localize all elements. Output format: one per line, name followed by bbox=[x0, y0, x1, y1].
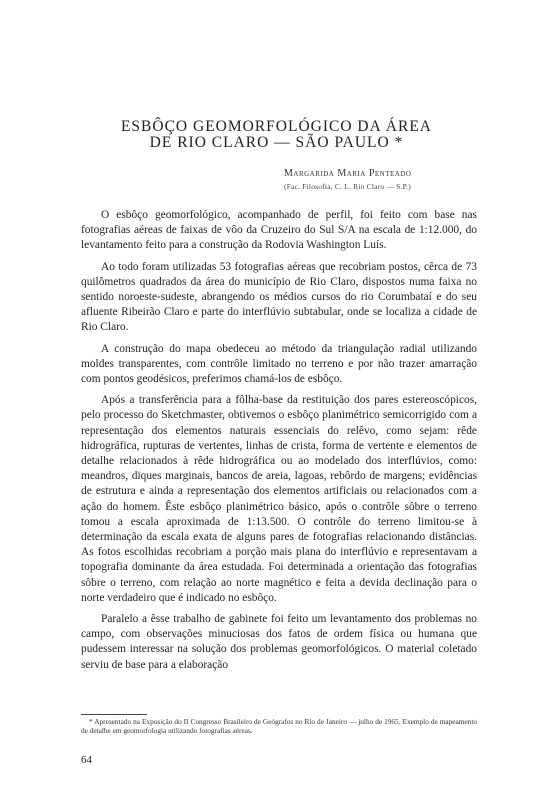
paragraph: Após a transferência para a fôlha-base da restituição dos pares estereoscópicos, pelo processo do Sketchmaster, obtivemos o esbôço planimétrico semicorrigido com a representação dos elementos naturais essenciais do relêvo, como sejam: rêde hidrográfica, rupturas de vertentes, linhas de crista, forma de vertente e elementos de detalhe relacionados à rêde hidrográfica ou ao modelado dos interflúvios, como: meandros, diques marginais, bancos de areia, lagoas, rebôrdo de margens; evidências de estrutura e ainda a representação dos elementos artificiais ou relacionados com a ação do homem. Êste esbôço planimétrico básico, após o contrôle sôbre o terreno tomou a escala aproximada de 1:13.500. O contrôle do terreno limitou-se à determinação da escala exata de alguns pares de fotografias relacionando distâncias. As fotos escolhidas recobriam a porção mais plana do interflúvio e representavam a topografia dominante da área estudada. Foi determinada a orientação das fotografias sôbre o terreno, com relação ao norte magnético e feita a devida declinação para o norte verdadeiro que é indicado no esbôço. bbox=[81, 394, 477, 604]
article-body bbox=[81, 208, 477, 679]
paragraph: Paralelo a êsse trabalho de gabinete foi feito um levantamento dos problemas no campo, com observações minuciosas dos fatos de ordem física ou humana que pudessem interessar na solução dos problemas geomorfológicos. O material coletado serviu de base para a elaboração bbox=[81, 613, 477, 671]
paragraph: A construção do mapa obedeceu ao método da triangulação radial utilizando moldes transparentes, com contrôle limitado no terreno e por não trazer amarração com pontos geodésicos, preferimos chamá-los de esbôço. bbox=[81, 342, 477, 386]
paragraph: O esbôço geomorfológico, acompanhado de perfil, foi feito com base nas fotografias aéreas de faixas de vôo da Cruzeiro do Sul S/A na escala de 1:12.000, do levantamento feito para a construção da Rodovia Washington Luís. bbox=[81, 209, 477, 252]
footnote: * Apresentado na Exposição do II Congresso Brasileiro de Geógrafos no Rio de Janeiro — julho de 1965. Exemplo de mapeamento de detalhe em geomorfologia utilizando fotografias aéreas. bbox=[81, 717, 477, 735]
page-number: 64 bbox=[81, 754, 92, 766]
title-line-1: ESBÔÇO GEOMORFOLÓGICO DA ÁREA bbox=[120, 118, 433, 135]
footnote-divider bbox=[81, 714, 147, 715]
title-line-2: DE RIO CLARO — SÃO PAULO * bbox=[149, 134, 404, 151]
author-affiliation: (Fac. Filosofia, C. L. Rio Claro — S.P.) bbox=[284, 182, 411, 191]
author-name: Margarida Maria Penteado bbox=[284, 168, 412, 179]
paragraph: Ao todo foram utilizadas 53 fotografias aéreas que recobriam postos, cêrca de 73 quilômetros quadrados da área do município de Rio Claro, dispostos numa faixa no sentido noroeste-sudeste, abrangendo os médios cursos do rio Corumbataí e do seu afluente Ribeirão Claro e parte do interflúvio subtabular, onde se localiza a cidade de Rio Claro. bbox=[81, 260, 477, 334]
